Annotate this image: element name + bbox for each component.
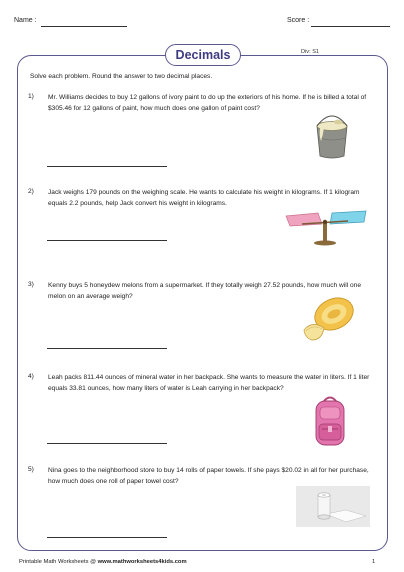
problem-4-answer-line[interactable]	[47, 443, 167, 444]
problem-3-number: 3)	[28, 281, 34, 288]
balance-scale-icon	[282, 206, 370, 246]
problem-5-number: 5)	[28, 466, 34, 473]
problem-1-answer-line[interactable]	[47, 166, 167, 167]
problem-2-text: Jack weighs 179 pounds on the weighing scale. He wants to calculate his weight in kilograms. If 1 kilogram equals 2.2 pounds, help Jack convert his weight in kilograms.	[48, 189, 360, 207]
problem-3-answer-line[interactable]	[47, 348, 167, 349]
paint-bucket-icon	[311, 114, 353, 160]
problem-2-number: 2)	[28, 188, 34, 195]
paper-towel-roll-icon	[296, 486, 370, 527]
score-label: Score :	[287, 17, 310, 24]
problem-4-text: Leah packs 811.44 ounces of mineral water in her backpack. She wants to measure the water in liters. If 1 liter equals 33.81 ounces, how many liters of water is Leah carrying in her backpack?	[48, 374, 370, 392]
problem-2-answer-line[interactable]	[47, 240, 167, 241]
problem-3-text: Kenny buys 5 honeydew melons from a supermarket. If they totally weigh 27.52 pounds, how much will one melon on an average weigh?	[48, 282, 362, 300]
problem-5-answer-line[interactable]	[47, 537, 167, 538]
name-label: Name :	[14, 17, 37, 24]
melon-icon	[300, 294, 358, 344]
worksheet-title: Decimals	[165, 44, 241, 66]
footer-brand: Printable Math Worksheets @	[19, 559, 96, 565]
score-answer-line[interactable]	[311, 26, 390, 27]
problem-5-text: Nina goes to the neighborhood store to buy 14 rolls of paper towels. If she pays $20.02 in all for her purchase, how much does one roll of paper towel cost?	[48, 467, 369, 485]
footer-url[interactable]: www.mathworksheets4kids.com	[97, 559, 187, 565]
name-answer-line[interactable]	[41, 26, 127, 27]
page-number: 1	[372, 559, 376, 565]
sheet-code: Div: S1	[301, 49, 320, 55]
footer	[19, 559, 187, 565]
problem-4-number: 4)	[28, 373, 34, 380]
problem-1-text: Mr. Williams decides to buy 12 gallons of ivory paint to do up the exteriors of his home. If he is billed a total of $305.46 for 12 gallons of paint, how much does one gallon of paint cost?	[48, 94, 367, 112]
backpack-icon	[310, 393, 350, 449]
instructions: Solve each problem. Round the answer to two decimal places.	[30, 73, 213, 80]
problem-1-number: 1)	[28, 93, 34, 100]
